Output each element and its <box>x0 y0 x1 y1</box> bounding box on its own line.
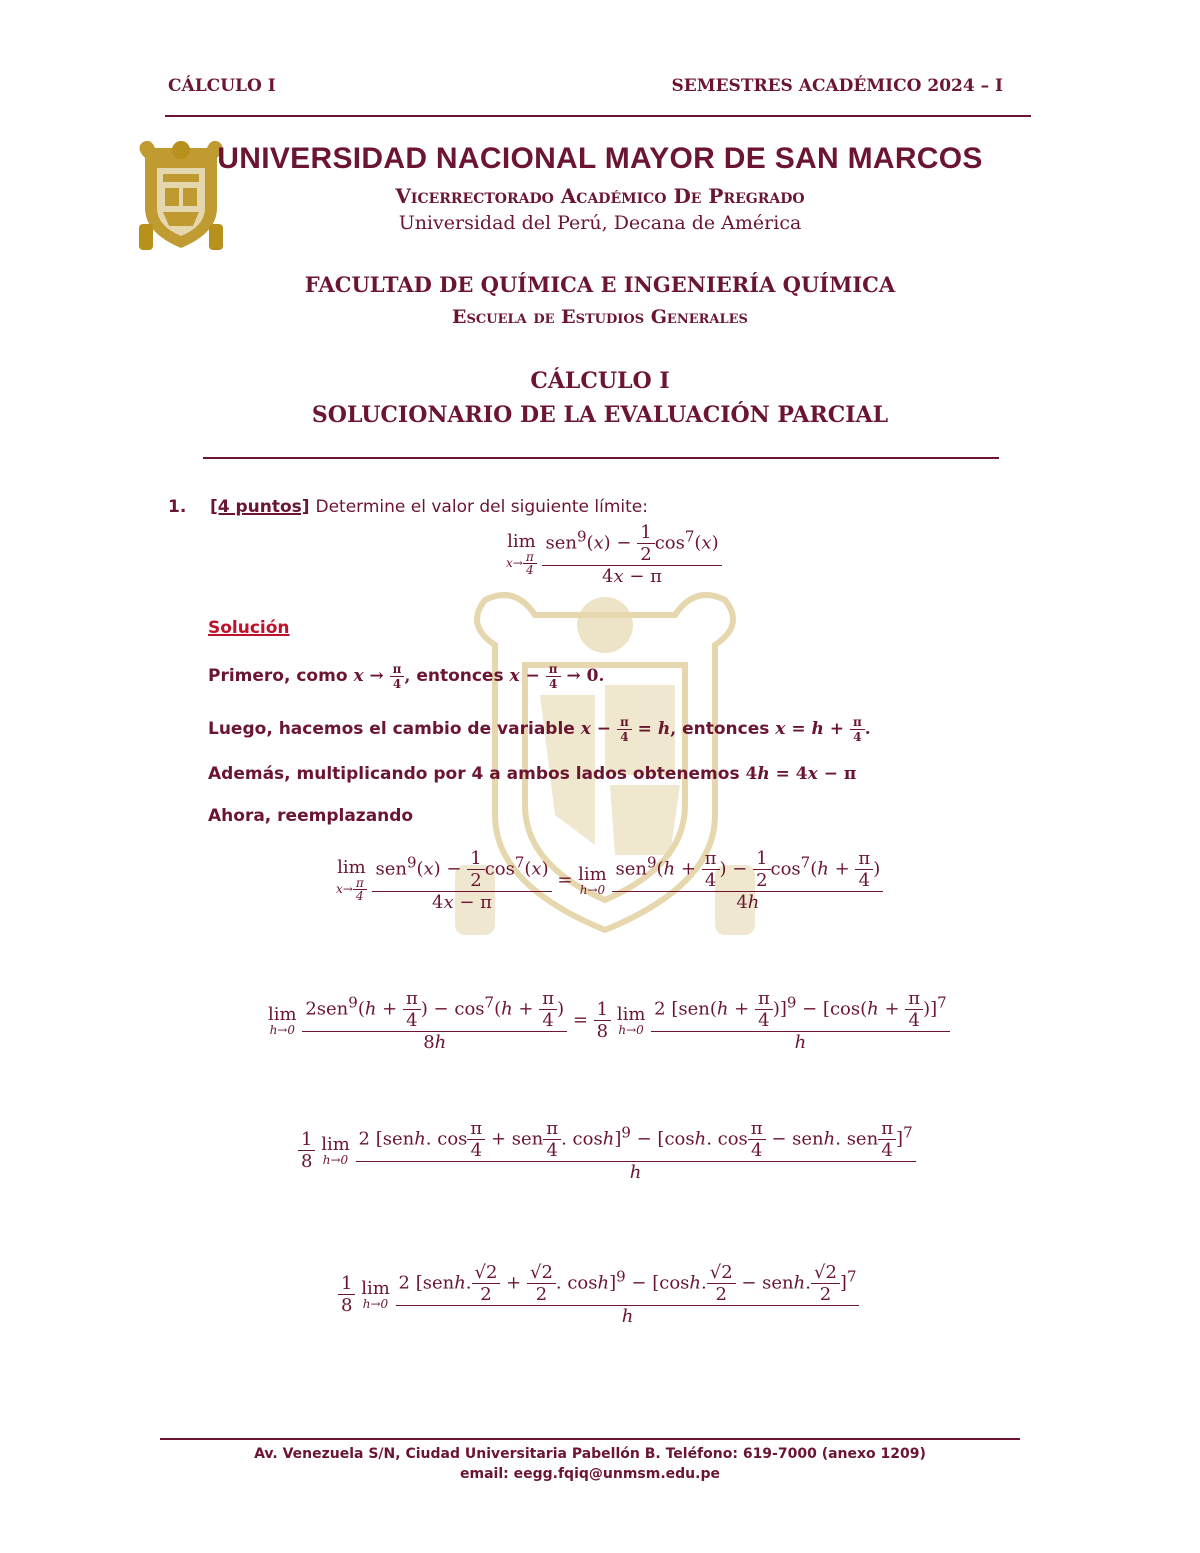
equation-expanded: $\frac{1}{8}$ lim h→0 2 [senh. cos $\frac{\pi}{4}$ + sen $\frac{\pi}{4}$ . cosh]$^9$ − [cosh. cos $\frac{\pi}{4}$ − senh. sen $\frac{\pi}{4}$ ]$^7$ h <box>298 1118 916 1183</box>
solution-label: Solución <box>208 618 290 638</box>
solution-line-3: Además, multiplicando por 4 a ambos lados obtenemos 4h = 4x − π <box>208 764 857 784</box>
equation-substitution: lim x→ $\frac{\pi}{4}$ sen$^9$(x) − $\frac{1}{2}$ $\cos^7(x)$ 4x − π = lim h→0 sen$^9$(h + $\frac{\pi}{4}$ ) − $\frac{1}{2}$ $\cos^7(h$ + $\frac{\pi}{4}$ ) 4h <box>336 848 883 913</box>
header-rule <box>165 115 1031 117</box>
title-rule <box>203 457 999 459</box>
problem-number: 1. <box>168 497 187 517</box>
header-semester: SEMESTRES ACADÉMICO 2024 – I <box>671 76 1003 96</box>
faculty-name: FACULTAD DE QUÍMICA E INGENIERÍA QUÍMICA <box>304 272 896 297</box>
footer-email: email: eegg.fqiq@unmsm.edu.pe <box>460 1466 720 1482</box>
header-course: CÁLCULO I <box>168 76 276 96</box>
university-motto: Universidad del Perú, Decana de América <box>398 212 802 234</box>
solution-line-2: Luego, hacemos el cambio de variable x − $\frac{\pi}{4}$ = h, entonces x = h + $\frac{\pi}{4}$ . <box>208 715 871 744</box>
main-limit-equation: lim x→ $\frac{\pi}{4}$ sen$^9$(x) − $\frac{1}{2}$ $\cos^7(x)$ 4x − π <box>506 522 722 587</box>
vicerrectorado: Vicerrectorado Académico De Pregrado <box>395 184 805 208</box>
course-title: CÁLCULO I <box>530 368 670 394</box>
footer-rule <box>160 1438 1020 1440</box>
university-name: UNIVERSIDAD NACIONAL MAYOR DE SAN MARCOS <box>217 142 983 175</box>
problem-points: [4 puntos] <box>209 497 310 517</box>
equation-scaled: lim h→0 2sen$^9$(h + $\frac{\pi}{4}$ ) − $\cos^7(h$ + $\frac{\pi}{4}$ ) 8h = $\frac{1}{8}$ lim h→0 2 [sen(h + $\frac{\pi}{4}$ )]$^9$ − [cos(h + $\frac{\pi}{4}$ )]$^7$ h <box>268 988 950 1053</box>
solution-line-4: Ahora, reemplazando <box>208 806 414 826</box>
solution-line-1: Primero, como x → $\frac{\pi}{4}$ , entonces x − $\frac{\pi}{4}$ → 0. <box>208 662 605 691</box>
problem-statement: Determine el valor del siguiente límite: <box>315 497 648 517</box>
school-name: Escuela de Estudios Generales <box>452 306 748 328</box>
equation-sqrt: $\frac{1}{8}$ lim h→0 2 [senh. $\frac{√2}{2}$ + $\frac{√2}{2}$ . cosh]$^9$ − [cosh. $\frac{√2}{2}$ − senh. $\frac{√2}{2}$ ]$^7$ h <box>338 1262 859 1327</box>
document-title: SOLUCIONARIO DE LA EVALUACIÓN PARCIAL <box>311 402 889 428</box>
problem-statement-row <box>168 497 648 517</box>
footer-address: Av. Venezuela S/N, Ciudad Universitaria Pabellón B. Teléfono: 619-7000 (anexo 1209) <box>254 1446 926 1462</box>
